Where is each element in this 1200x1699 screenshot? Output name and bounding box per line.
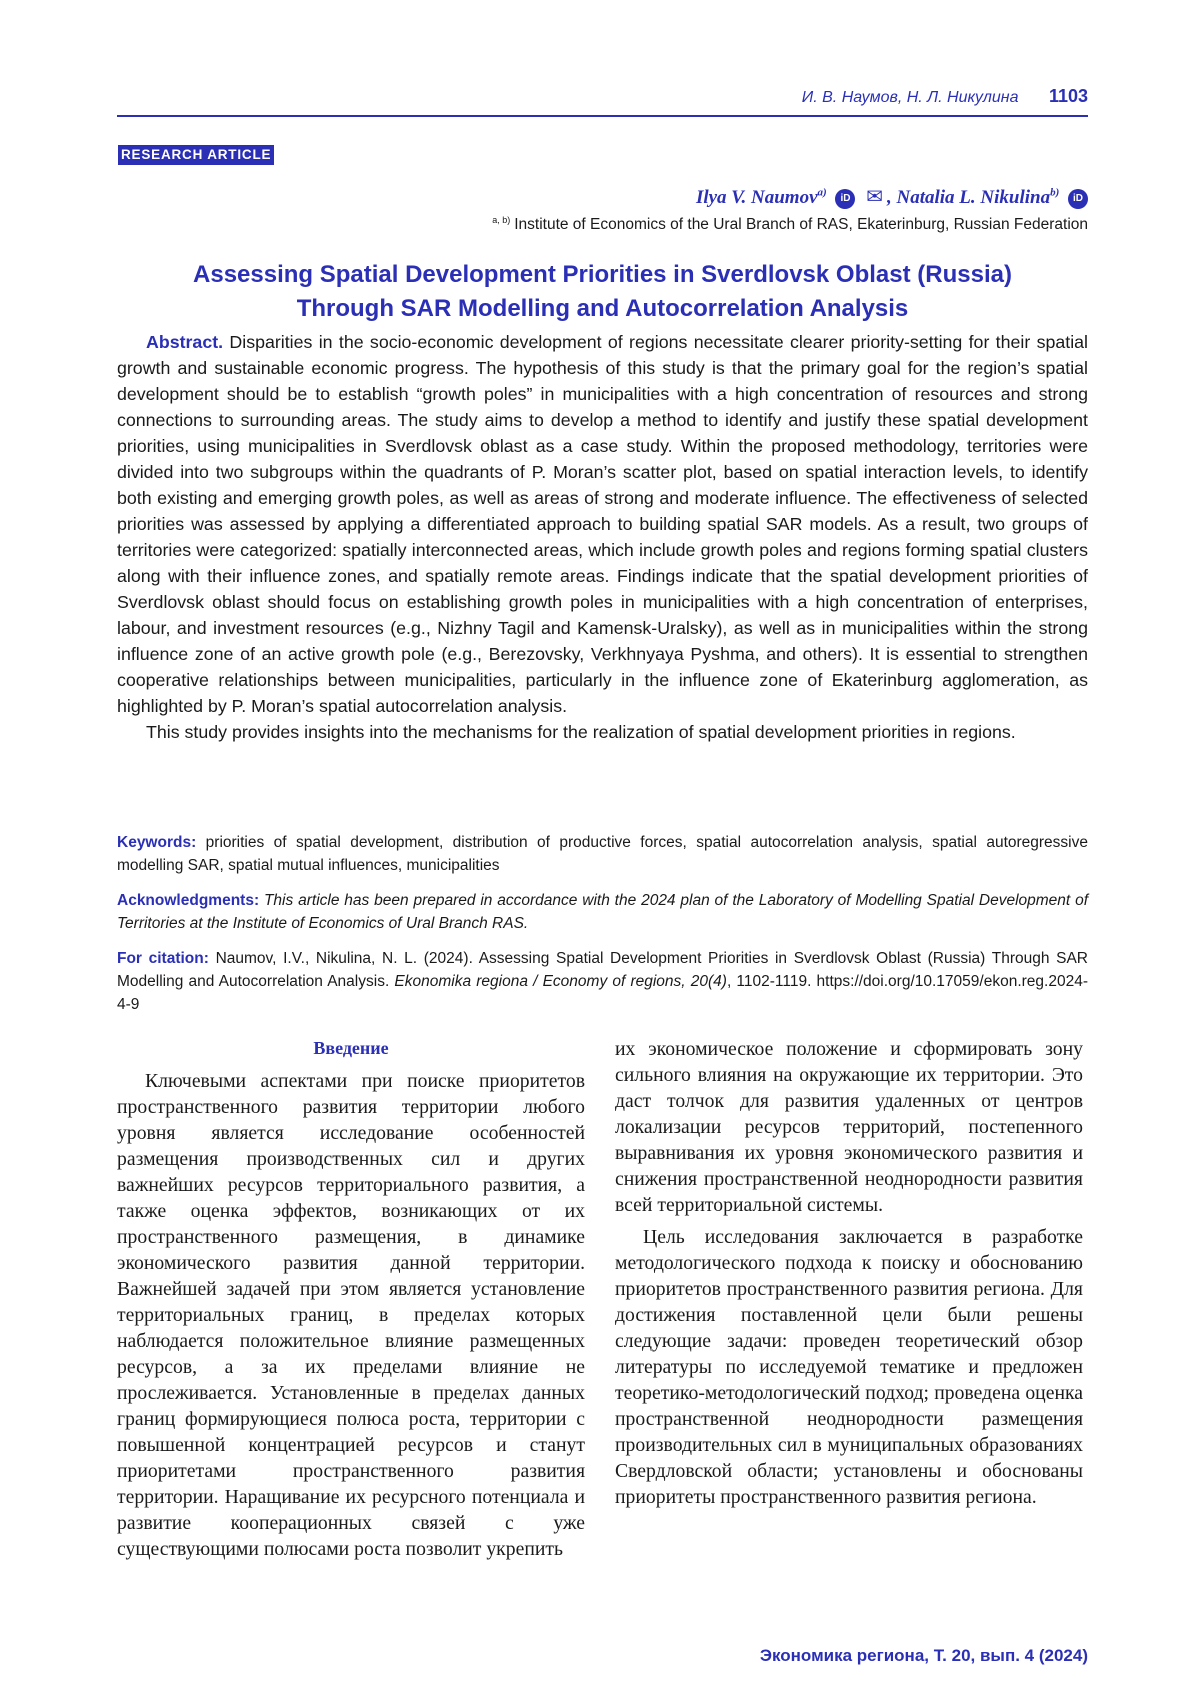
running-header: [802, 86, 1088, 107]
citation-doi[interactable]: , 1102-1119. https://doi.org/10.17059/ekon.reg.2024-4-9: [117, 973, 1088, 1013]
author-name-1: Ilya V. Naumov: [695, 187, 818, 208]
affiliation-sup: a, b): [492, 215, 511, 225]
keywords: [117, 831, 1088, 877]
affiliation-text: Institute of Economics of the Ural Branch of RAS, Ekaterinburg, Russian Federation: [514, 216, 1088, 234]
abstract-paragraph-2: This study provides insights into the mechanisms for the realization of spatial development priorities in regions.: [146, 722, 1016, 742]
body-paragraph: Ключевыми аспектами при поиске приоритетов пространственного развития территории любого уровня является исследование особенностей размещения производственных сил и других важнейших ресурсов территориального развития, а также оценка эффектов, возникающих от их пространственного размещения, в динамике экономического развития данной территории. Важнейшей задачей при этом является установление территориальных границ, в пределах которых наблюдается положительное влияние размещенных ресурсов, а за их пределами влияние не прослеживается. Установленные в пределах данных границ формирующиеся полюса роста, территории с повышенной концентрацией ресурсов и станут приоритетами пространственного развития территории. Наращивание их ресурсного потенциала и развитие кооперационных связей с уже существующими полюсами роста позволит укрепить: [117, 1070, 585, 1560]
footer-journal: Экономика региона, Т. 20, вып. 4 (2024): [759, 1646, 1088, 1665]
article-title: [117, 258, 1088, 326]
running-authors: И. В. Наумов, Н. Л. Никулина: [801, 89, 1019, 106]
body-paragraph: их экономическое положение и сформировать зону сильного влияния на окружающие их территории. Это даст толчок для развития удаленных от центров локализации ресурсов территорий, постепенного выравнивания их уровня экономического развития и снижения пространственной неоднородности развития всей территориальной системы.: [615, 1038, 1083, 1216]
author-sup-2: b): [1050, 186, 1060, 199]
keywords-text: priorities of spatial development, distribution of productive forces, spatial autocorrelation analysis, spatial autoregressive modelling SAR, spatial mutual influences, municipalities: [117, 834, 1088, 874]
abstract-paragraph: [117, 329, 1088, 719]
body-paragraph: Цель исследования заключается в разработке методологического подхода к поиску и обоснованию приоритетов пространственного развития региона. Для достижения поставленной цели были решены следующие задачи: проведен теоретический обзор литературы по исследуемой тематике и предложен теоретико-методологический подход; проведена оценка пространственной неоднородности размещения производительных сил в муниципальных образованиях Свердловской области; установлены и обоснованы приоритеты пространственного развития региона.: [615, 1226, 1083, 1508]
author-line: [696, 184, 1088, 209]
acknowledgments-text: This article has been prepared in accordance with the 2024 plan of the Laboratory of Modelling Spatial Development of Territories at the Institute of Economics of Ural Branch RAS.: [117, 892, 1089, 932]
keywords-label: Keywords:: [117, 834, 197, 851]
orcid-icon[interactable]: iD: [835, 189, 855, 209]
article-type-badge: RESEARCH ARTICLE: [118, 145, 274, 165]
author-separator: ,: [886, 187, 892, 208]
page-number: 1103: [1048, 86, 1088, 106]
citation: [117, 947, 1088, 1016]
orcid-icon[interactable]: iD: [1068, 189, 1088, 209]
abstract-label: Abstract.: [146, 332, 224, 352]
affiliation: [492, 215, 1088, 234]
author-name-2: Natalia L. Nikulina: [896, 187, 1051, 208]
envelope-icon[interactable]: ✉: [866, 186, 883, 208]
abstract-text: Disparities in the socio-economic development of regions necessitate clearer priority-setting for their spatial growth and sustainable economic progress. The hypothesis of this study is that the primary goal for the region’s spatial development should be to establish “growth poles” in municipalities with a high concentration of resources and strong connections to surrounding areas. The study aims to develop a method to identify and justify these spatial development priorities, using municipalities in Sverdlovsk oblast as a case study. Within the proposed methodology, territories were divided into two subgroups within the quadrants of P. Moran’s scatter plot, based on spatial interaction levels, to identify both existing and emerging growth poles, as well as areas of strong and moderate influence. The effectiveness of selected priorities was assessed by applying a differentiated approach to building spatial SAR models. As a result, two groups of territories were categorized: spatially interconnected areas, which include growth poles and regions forming spatial clusters along with their influence zones, and spatially remote areas. Findings indicate that the spatial development priorities of Sverdlovsk oblast should focus on establishing growth poles in municipalities with a high concentration of enterprises, labour, and investment resources (e.g., Nizhny Tagil and Kamensk-Uralsky), as well as in municipalities within the strong influence zone of an active growth pole (e.g., Berezovsky, Verkhnyaya Pyshma, and others). It is essential to strengthen cooperative relationships between municipalities, particularly in the influence zone of Ekaterinburg agglomeration, as highlighted by P. Moran’s spatial autocorrelation analysis.: [117, 332, 1088, 716]
header-divider: [117, 115, 1088, 117]
acknowledgments-label: Acknowledgments:: [117, 892, 260, 909]
body-column-left: [117, 1036, 585, 1562]
acknowledgments: [117, 889, 1088, 935]
title-line-1: Assessing Spatial Development Priorities in Sverdlovsk Oblast (Russia): [193, 261, 1012, 288]
citation-label: For citation:: [117, 950, 209, 967]
citation-text: Naumov, I.V., Nikulina, N. L. (2024). Assessing Spatial Development Priorities in Sverdlovsk Oblast (Russia) Through SAR Modelling and Autocorrelation Analysis.: [117, 950, 1088, 990]
citation-journal: Ekonomika regiona / Economy of regions, 20(4): [394, 973, 727, 990]
section-heading: Введение: [313, 1038, 389, 1058]
abstract: [117, 329, 1088, 745]
author-sup-1: a): [817, 186, 827, 199]
body-column-right: [615, 1036, 1083, 1510]
title-line-2: Through SAR Modelling and Autocorrelation Analysis: [296, 295, 909, 322]
